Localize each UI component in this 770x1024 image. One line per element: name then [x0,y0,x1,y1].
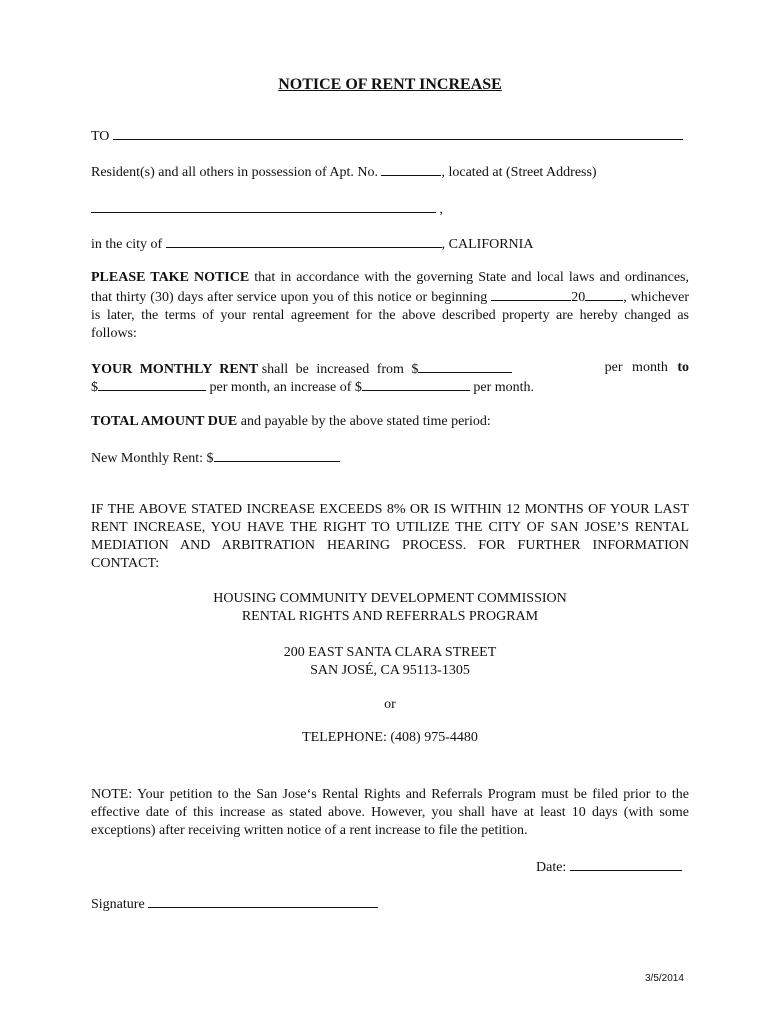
contact-phone: TELEPHONE: (408) 975-4480 [302,730,478,745]
notice-text2: , whichever is later, the terms of your rental agreement for the above described property are hereby changed as follows: [91,290,689,341]
city-blank[interactable] [166,234,442,248]
contact-org1: HOUSING COMMUNITY DEVELOPMENT COMMISSION [213,591,567,606]
residents-line [91,162,597,182]
new-rent-amount-blank[interactable] [98,377,206,391]
street-address-blank[interactable] [91,199,436,213]
notice-paragraph [91,269,689,343]
rent-text4: per month, an increase of $ [209,380,362,395]
residents-suffix: , located at (Street Address) [441,165,597,180]
total-text: and payable by the above stated time period: [240,414,491,429]
date-label: Date: [536,860,567,875]
address-line-comma: , [439,202,443,217]
residents-prefix: Resident(s) and all others in possession of Apt. No. [91,165,378,180]
notice-bold: PLEASE TAKE NOTICE [91,270,250,285]
city-prefix: in the city of [91,237,163,252]
old-rent-blank[interactable] [418,359,512,373]
contact-org2: RENTAL RIGHTS AND REFERRALS PROGRAM [241,609,539,624]
to-label: TO [91,129,110,144]
notice-year-prefix: 20 [571,290,586,305]
note-paragraph: NOTE: Your petition to the San Jose‘s Rental Rights and Referrals Program must be filed prior to the effective date of this increase as stated above. However, you shall have at least 10 days (with some exceptions) after receiving written notice of a rent increase to file the petition. [91,787,689,838]
apt-no-blank[interactable] [381,162,441,176]
notice-text1: that in accordance with the governing State and local laws and ordinances, that thirty (30) days after service upon you of this notice or beginning [91,270,689,305]
rent-text1: shall be increased from $ [261,362,419,377]
signature-label: Signature [91,897,145,912]
contact-or: or [384,697,396,712]
document-title: NOTICE OF RENT INCREASE [278,76,502,93]
increase-amount-blank[interactable] [362,377,470,391]
contact-street: 200 EAST SANTA CLARA STREET [283,645,497,660]
signature-line [91,894,378,914]
footer-date: 3/5/2014 [645,973,684,984]
city-suffix: , CALIFORNIA [441,237,534,252]
rent-to-bold: to [677,360,689,375]
address-line [91,199,443,219]
new-rent-line [91,448,340,468]
contact-city: SAN JOSÉ, CA 95113-1305 [310,663,470,678]
rent-bold: YOUR MONTHLY RENT [91,362,259,377]
total-bold: TOTAL AMOUNT DUE [91,414,238,429]
rent-line-1-end [605,359,689,377]
warning-paragraph: IF THE ABOVE STATED INCREASE EXCEEDS 8% OR IS WITHIN 12 MONTHS OF YOUR LAST RENT INCREASE, YOU HAVE THE RIGHT TO UTILIZE THE CITY OF SAN JOSE’S RENTAL MEDIATION AND ARBITRATION HEARING PROCESS. FOR FURTHER INFORMATION CONTACT: [91,502,689,571]
rent-text5: per month. [473,380,535,395]
start-date-blank[interactable] [491,287,571,301]
to-line [91,126,683,146]
rent-text2: per month [604,360,668,375]
to-blank[interactable] [113,126,683,140]
rent-line-1 [91,359,689,379]
city-line [91,234,533,254]
rent-line-2 [91,377,534,397]
start-year-blank[interactable] [585,287,623,301]
new-monthly-rent-blank[interactable] [214,448,340,462]
date-line [536,857,682,877]
signature-blank[interactable] [148,894,378,908]
new-rent-label: New Monthly Rent: $ [91,451,214,466]
total-line [91,413,491,431]
rent-text3: $ [91,380,98,395]
date-blank[interactable] [570,857,682,871]
